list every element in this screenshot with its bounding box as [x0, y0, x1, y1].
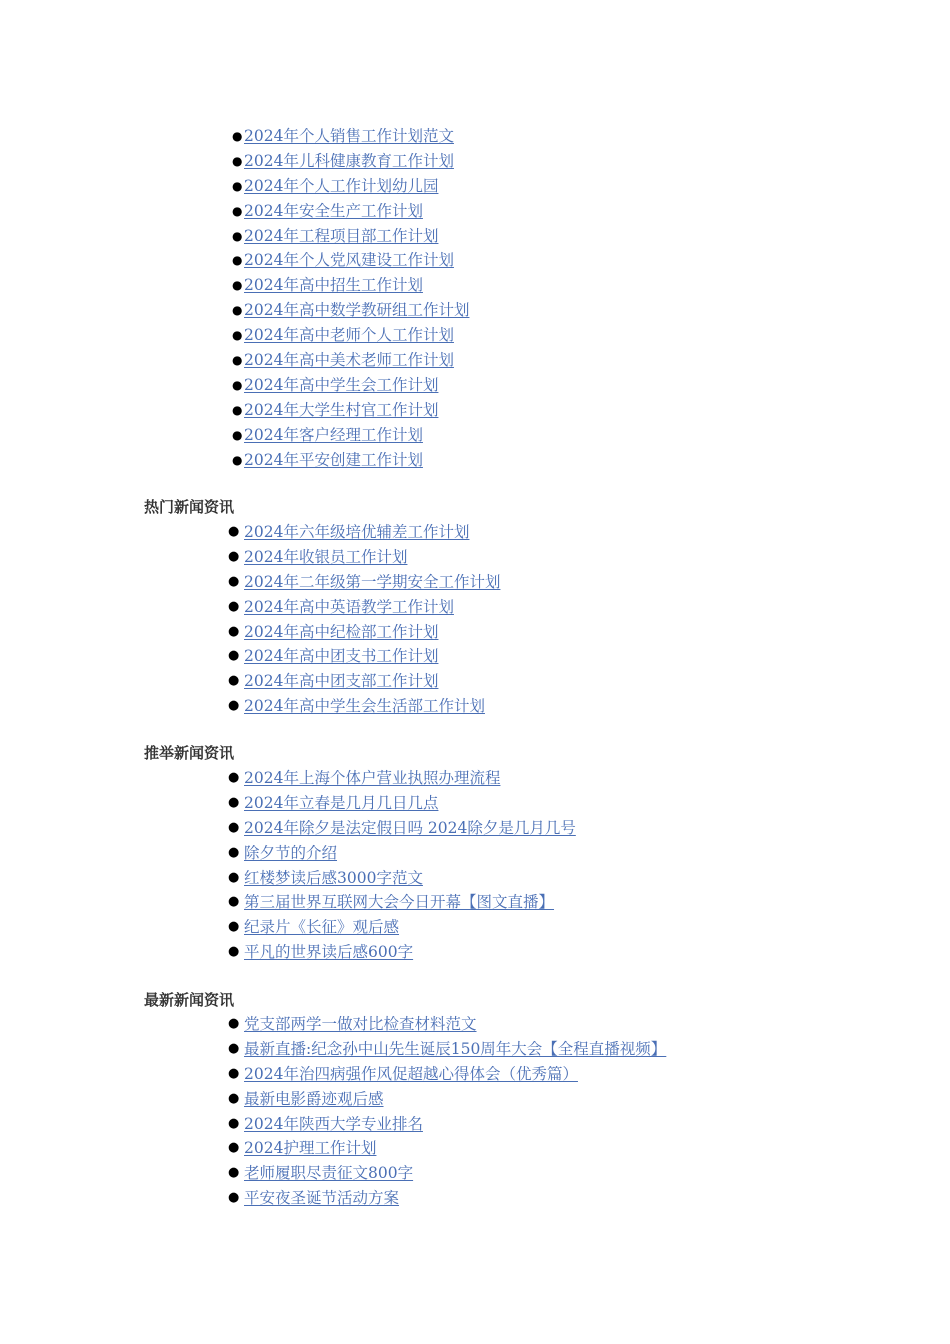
bullet-icon: ●: [232, 303, 243, 318]
bullet-icon: ●: [228, 894, 240, 910]
section-title: 热门新闻资讯: [144, 498, 235, 516]
list-item: [232, 298, 469, 323]
bullet-icon: ●: [228, 919, 240, 935]
bullet-icon: ●: [232, 452, 243, 467]
section-title: 推举新闻资讯: [144, 744, 235, 762]
list-item: [228, 866, 576, 891]
bullet-icon: ●: [228, 819, 240, 835]
article-link[interactable]: 2024年除夕是法定假日吗 2024除夕是几月几号: [244, 818, 576, 837]
section-title: 最新新闻资讯: [144, 991, 235, 1009]
article-link[interactable]: 2024年二年级第一学期安全工作计划: [244, 572, 501, 591]
list-item: [228, 890, 576, 915]
bullet-icon: ●: [228, 869, 240, 885]
list-item: [232, 248, 469, 273]
bullet-icon: ●: [228, 1140, 240, 1156]
list-item: [232, 448, 469, 473]
article-link[interactable]: 2024年上海个体户营业执照办理流程: [244, 769, 501, 787]
article-link[interactable]: 2024年高中学生会生活部工作计划: [244, 697, 485, 716]
list-item: [232, 398, 469, 423]
bullet-icon: ●: [232, 427, 243, 442]
bullet-icon: ●: [228, 524, 240, 539]
list-item: [228, 915, 576, 940]
bullet-icon: ●: [228, 944, 240, 960]
article-link[interactable]: 2024年陕西大学专业排名: [244, 1114, 423, 1133]
bullet-icon: ●: [228, 698, 240, 714]
article-link[interactable]: 除夕节的介绍: [244, 843, 338, 862]
list-item: [228, 1186, 666, 1211]
article-link[interactable]: 2024年治四病强作风促超越心得体会（优秀篇）: [244, 1064, 578, 1083]
list-item: [228, 570, 500, 595]
list-item: [232, 224, 469, 249]
list-item: [232, 273, 469, 298]
article-link[interactable]: 2024年立春是几月几日几点: [244, 793, 439, 812]
bullet-icon: ●: [232, 203, 243, 218]
related-articles-list: [232, 124, 469, 472]
list-item: [228, 1161, 666, 1186]
article-link[interactable]: 最新电影爵迹观后感: [244, 1089, 384, 1108]
bullet-icon: ●: [228, 1065, 240, 1081]
article-link[interactable]: 第三届世界互联网大会今日开幕【图文直播】: [244, 893, 555, 912]
article-link[interactable]: 平凡的世界读后感600字: [244, 943, 414, 962]
list-item: [232, 348, 469, 373]
bullet-icon: ●: [228, 648, 240, 664]
bullet-icon: ●: [228, 1016, 240, 1031]
list-item: [232, 423, 469, 448]
news-list: [228, 1012, 666, 1211]
list-item: [228, 644, 500, 669]
list-item: [232, 149, 469, 174]
article-link[interactable]: 2024年高中纪检部工作计划: [244, 622, 439, 641]
article-link[interactable]: 2024年高中老师个人工作计划: [244, 326, 454, 345]
list-item: [228, 766, 576, 791]
article-link[interactable]: 2024年平安创建工作计划: [244, 450, 423, 469]
article-link[interactable]: 2024年高中学生会工作计划: [244, 375, 439, 394]
bullet-icon: ●: [232, 402, 243, 417]
list-item: [228, 620, 500, 645]
article-link[interactable]: 2024年高中招生工作计划: [244, 276, 423, 295]
list-item: [228, 1012, 666, 1037]
article-link[interactable]: 2024年高中美术老师工作计划: [244, 351, 454, 370]
article-link[interactable]: 2024年高中团支书工作计划: [244, 647, 439, 666]
list-item: [228, 669, 500, 694]
bullet-icon: ●: [232, 178, 243, 193]
article-link[interactable]: 老师履职尽责征文800字: [244, 1164, 414, 1183]
bullet-icon: ●: [228, 598, 240, 614]
bullet-icon: ●: [228, 573, 240, 589]
bullet-icon: ●: [228, 1040, 240, 1056]
bullet-icon: ●: [232, 228, 243, 243]
bullet-icon: ●: [228, 844, 240, 860]
list-item: [228, 595, 500, 620]
bullet-icon: ●: [228, 1165, 240, 1181]
bullet-icon: ●: [228, 1190, 240, 1206]
bullet-icon: ●: [228, 623, 240, 639]
bullet-icon: ●: [228, 1115, 240, 1131]
article-link[interactable]: 2024年个人工作计划幼儿园: [244, 176, 439, 195]
news-list: [228, 766, 576, 965]
list-item: [232, 199, 469, 224]
list-item: [228, 791, 576, 816]
list-item: [228, 694, 500, 719]
list-item: [228, 816, 576, 841]
article-link[interactable]: 2024年高中英语教学工作计划: [244, 597, 454, 616]
article-link[interactable]: 2024年高中团支部工作计划: [244, 672, 439, 691]
article-link[interactable]: 2024年个人销售工作计划范文: [244, 127, 454, 145]
bullet-icon: ●: [232, 278, 243, 293]
bullet-icon: ●: [228, 794, 240, 810]
article-link[interactable]: 2024护理工作计划: [244, 1139, 377, 1158]
article-link[interactable]: 2024年客户经理工作计划: [244, 425, 423, 444]
article-link[interactable]: 平安夜圣诞节活动方案: [244, 1189, 400, 1208]
bullet-icon: ●: [232, 328, 243, 343]
list-item: [228, 1112, 666, 1137]
list-item: [228, 940, 576, 965]
bullet-icon: ●: [228, 1090, 240, 1106]
bullet-icon: ●: [228, 770, 240, 785]
bullet-icon: ●: [228, 548, 240, 564]
list-item: [228, 841, 576, 866]
list-item: [228, 1136, 666, 1161]
bullet-icon: ●: [232, 377, 243, 392]
article-link[interactable]: 2024年个人党风建设工作计划: [244, 251, 454, 270]
article-link[interactable]: 党支部两学一做对比检查材料范文: [244, 1015, 477, 1033]
article-link[interactable]: 纪录片《长征》观后感: [244, 918, 400, 937]
article-link[interactable]: 2024年六年级培优辅差工作计划: [244, 523, 470, 541]
list-item: [232, 174, 469, 199]
bullet-icon: ●: [232, 253, 243, 268]
article-link[interactable]: 2024年安全生产工作计划: [244, 201, 423, 220]
list-item: [228, 520, 500, 545]
article-link[interactable]: 2024年高中数学教研组工作计划: [244, 301, 470, 320]
list-item: [228, 1087, 666, 1112]
list-item: [228, 545, 500, 570]
bullet-icon: ●: [232, 153, 243, 168]
list-item: [232, 124, 469, 149]
article-link[interactable]: 2024年收银员工作计划: [244, 547, 408, 566]
article-link[interactable]: 红楼梦读后感3000字范文: [244, 868, 423, 887]
list-item: [232, 373, 469, 398]
article-link[interactable]: 最新直播:纪念孙中山先生诞辰150周年大会【全程直播视频】: [244, 1039, 667, 1058]
bullet-icon: ●: [232, 353, 243, 368]
list-item: [228, 1037, 666, 1062]
news-list: [228, 520, 500, 719]
bullet-icon: ●: [232, 129, 243, 143]
bullet-icon: ●: [228, 673, 240, 689]
list-item: [232, 323, 469, 348]
article-link[interactable]: 2024年工程项目部工作计划: [244, 226, 439, 245]
list-item: [228, 1062, 666, 1087]
article-link[interactable]: 2024年大学生村官工作计划: [244, 400, 439, 419]
article-link[interactable]: 2024年儿科健康教育工作计划: [244, 151, 454, 170]
